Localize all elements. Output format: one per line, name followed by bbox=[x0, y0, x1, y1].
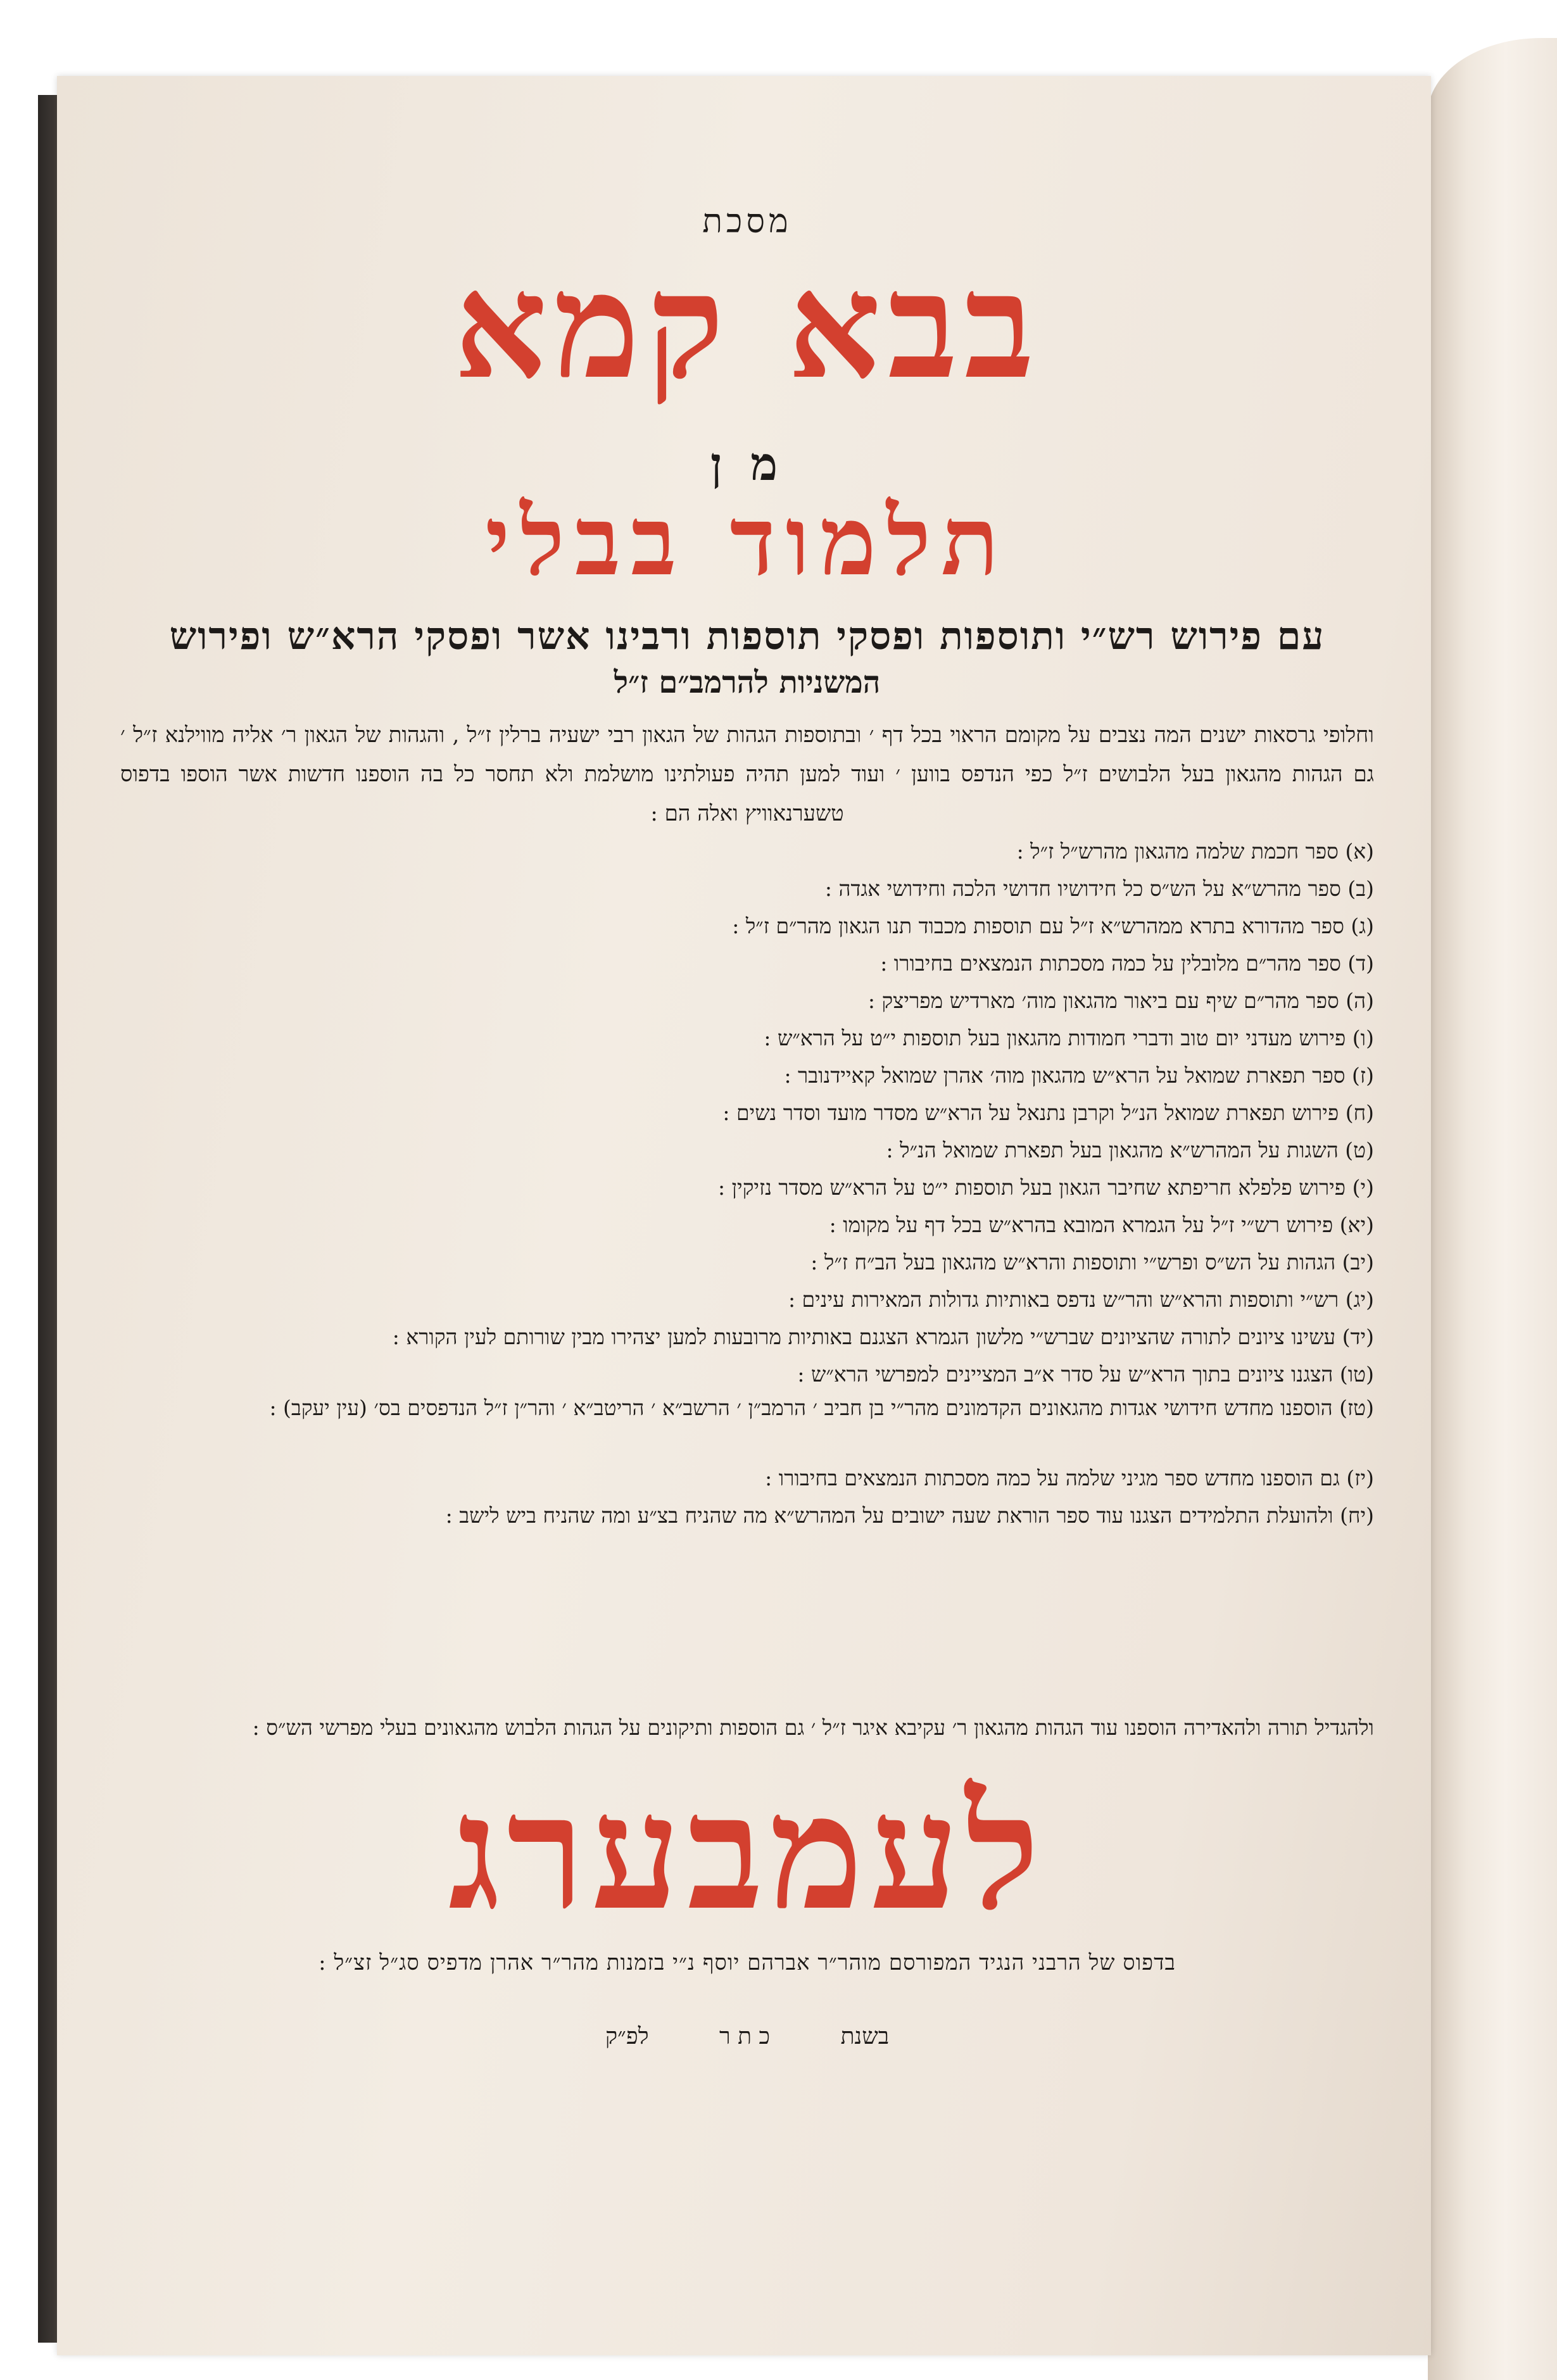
year-suffix: לפ״ק bbox=[605, 2024, 649, 2049]
list-item: (טז) הוספנו מחדש חידושי אגדות מהגאונים הקדמונים מהר״י בן חביב ׳ הרמב״ן ׳ הרשב״א ׳ הריטב״א ׳ והר״ן ז״ל הנדפסים בס׳ (עין יעקב) : bbox=[269, 1395, 1374, 1420]
additions-list bbox=[120, 833, 1374, 1534]
list-item: (טו) הצגנו ציונים בתוך הרא״ש על סדר א״ב המציינים למפרשי הרא״ש : bbox=[797, 1362, 1374, 1387]
year-prefix: בשנת bbox=[840, 2024, 890, 2049]
list-item: (ט) השגות על המהרש״א מהגאון בעל תפארת שמואל הנ״ל : bbox=[886, 1138, 1374, 1162]
list-item: (יא) פירוש רש״י ז״ל על הגמרא המובא בהרא״ש בכל דף על מקומו : bbox=[829, 1212, 1374, 1237]
list-item: (יז) גם הוספנו מחדש ספר מגיני שלמה על כמה מסכתות הנמצאים בחיבורו : bbox=[765, 1466, 1374, 1490]
list-item: (א) ספר חכמת שלמה מהגאון מהרש״ל ז״ל : bbox=[1016, 839, 1374, 864]
tractate-title: בבא קמא bbox=[453, 241, 1041, 412]
talmud-title: תלמוד בבלי bbox=[485, 486, 1009, 597]
list-item: (ו) פירוש מעדני יום טוב ודברי חמודות מהגאון בעל תוספות י״ט על הרא״ש : bbox=[764, 1026, 1374, 1050]
list-item: (יד) עשינו ציונים לתורה שהציונים שברש״י מלשון הגמרא הצגנם באותיות מרובעות למען יצהירו מבין שורותם לעין הקורא : bbox=[392, 1325, 1374, 1349]
list-item: (ח) פירוש תפארת שמואל הנ״ל וקרבן נתנאל על הרא״ש מסדר מועד וסדר נשים : bbox=[722, 1100, 1374, 1125]
title-page-content bbox=[101, 76, 1393, 2330]
publication-year bbox=[101, 2023, 1393, 2049]
list-item: (ה) ספר מהר״ם שיף עם ביאור מהגאון מוה׳ מארדיש מפריצק : bbox=[867, 988, 1374, 1013]
next-page-curl bbox=[1428, 38, 1557, 2380]
city-name: לעמבערג bbox=[448, 1759, 1046, 1945]
min-word: מ ן bbox=[710, 437, 785, 491]
list-item: (ג) ספר מהדורא בתרא ממהרש״א ז״ל עם תוספות מכבוד תנו הגאון מהר״ם ז״ל : bbox=[732, 914, 1374, 938]
closing-paragraph: ולהגדיל תורה ולהאדירה הוספנו עוד הגהות מהגאון ר׳ עקיבא איגר ז״ל ׳ גם הוספות ותיקונים על הגהות הלבוש מהגאונים בעלי מפרשי הש״ס : bbox=[252, 1715, 1374, 1740]
list-item: (ב) ספר מהרש״א על הש״ס כל חידושיו חדושי הלכה וחידושי אגדה : bbox=[824, 876, 1374, 901]
list-item: (י) פירוש פלפלא חריפתא שחיבר הגאון בעל תוספות י״ט על הרא״ש מסדר נזיקין : bbox=[718, 1175, 1374, 1200]
list-item: (ז) ספר תפארת שמואל על הרא״ש מהגאון מוה׳ אהרן שמואל קאיידנובר : bbox=[784, 1063, 1374, 1088]
printer-line: בדפוס של הרבני הנגיד המפורסם מוהר״ר אברהם יוסף נ״י בזמנות מהר״ר אהרן מדפיס סג״ל זצ״ל : bbox=[318, 1950, 1176, 1975]
mishnah-commentary-line: המשניות להרמב״ם ז״ל bbox=[614, 665, 881, 700]
intro-paragraph: וחלופי גרסאות ישנים המה נצבים על מקומם הראוי בכל דף ׳ ובתוספות הגהות של הגאון רבי ישעיה ברלין ז״ל , והגהות של הגאון ר׳ אליה מווילנא ז״ל ׳ גם הגהות מהגאון בעל הלבושים ז״ל כפי הנדפס בווען ׳ ועוד למען תהיה פעולתינו מושלמת ולא תחסר כל בה הוספנו חדשות אשר הוספו בדפוס טשערנאוויץ ואלה הם : bbox=[120, 722, 1374, 826]
list-item: (יח) ולהועלת התלמידים הצגנו עוד ספר הוראת שעה ישובים על המהרש״א מה שהניח בצ״ע ומה שהניח ביש לישב : bbox=[445, 1503, 1374, 1528]
list-item: (יב) הגהות על הש״ס ופרש״י ותוספות והרא״ש מהגאון בעל הב״ח ז״ל : bbox=[810, 1250, 1374, 1275]
commentaries-line: עם פירוש רש״י ותוספות ופסקי תוספות ורבינו אשר ופסקי הרא״ש ופירוש bbox=[169, 614, 1325, 658]
masechet-heading: מסכת bbox=[702, 203, 792, 241]
list-item: (ד) ספר מהר״ם מלובלין על כמה מסכתות הנמצאים בחיבורו : bbox=[880, 951, 1374, 976]
year-letters: כ ת ר bbox=[719, 2024, 771, 2049]
list-item: (יג) רש״י ותוספות והרא״ש והר״ש נדפס באותיות גדולות המאירות עינים : bbox=[788, 1287, 1374, 1312]
